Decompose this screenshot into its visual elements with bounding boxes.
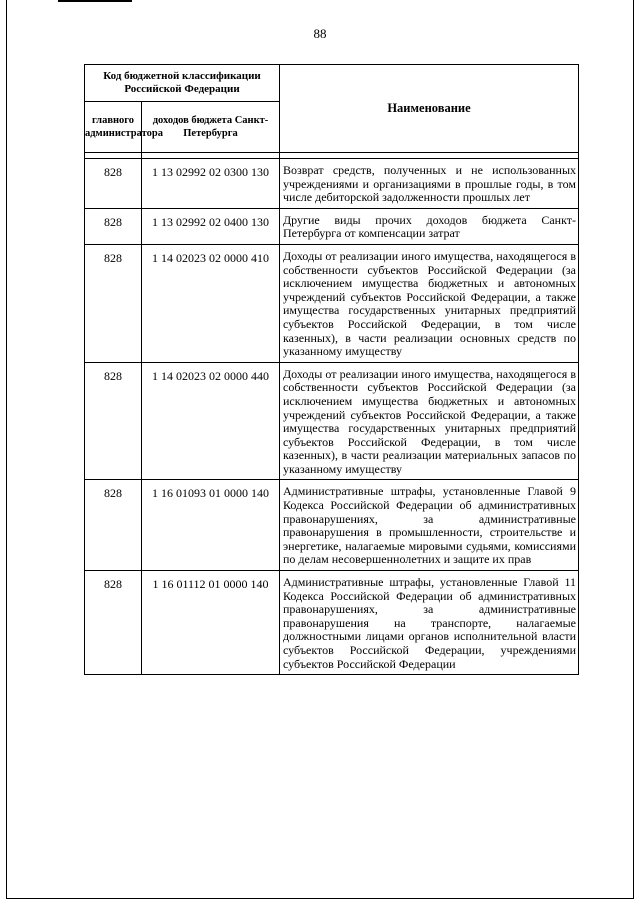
admin-code-cell: 828 — [85, 362, 142, 480]
table-row — [85, 159, 579, 209]
table-row — [85, 480, 579, 571]
name-cell: Доходы от реализации иного имущества, находящегося в собственности субъектов Российской Федерации (за исключением имущества бюджетных и автономных учреждений субъектов Российской Федерации, а также имущества государственных унитарных предприятий субъектов Российской Федерации, в том числе казенных), в части реализации основных средств по указанному имуществу — [280, 244, 579, 362]
admin-code-cell: 828 — [85, 571, 142, 675]
income-code-cell: 1 14 02023 02 0000 410 — [142, 244, 280, 362]
table-row — [85, 571, 579, 675]
scan-mark — [58, 0, 132, 2]
name-cell: Возврат средств, полученных и не использованных учреждениями и организациями в прошлые годы, в том числе дебиторской задолженности прошлых лет — [280, 159, 579, 209]
header-income: доходов бюджета Санкт-Петербурга — [142, 102, 280, 153]
admin-code-cell: 828 — [85, 244, 142, 362]
income-code-cell: 1 16 01112 01 0000 140 — [142, 571, 280, 675]
admin-code-cell: 828 — [85, 159, 142, 209]
header-classification-code: Код бюджетной классификации Российской Федерации — [85, 65, 280, 102]
admin-code-cell: 828 — [85, 208, 142, 244]
page-number: 88 — [313, 26, 327, 41]
budget-classification-table — [84, 64, 579, 675]
table-row — [85, 244, 579, 362]
table-row — [85, 208, 579, 244]
admin-code-cell: 828 — [85, 480, 142, 571]
name-cell: Административные штрафы, установленные Главой 11 Кодекса Российской Федерации об административных правонарушениях, за административные правонарушения на транспорте, налагаемые должностными лицами органов исполнительной власти субъектов Российской Федерации, учреждениями субъектов Российской Федерации — [280, 571, 579, 675]
income-code-cell: 1 16 01093 01 0000 140 — [142, 480, 280, 571]
income-code-cell: 1 14 02023 02 0000 440 — [142, 362, 280, 480]
table-row — [85, 362, 579, 480]
income-code-cell: 1 13 02992 02 0300 130 — [142, 159, 280, 209]
header-admin: главного администратора — [85, 102, 142, 153]
name-cell: Доходы от реализации иного имущества, находящегося в собственности субъектов Российской Федерации (за исключением имущества бюджетных и автономных учреждений субъектов Российской Федерации, а также имущества государственных унитарных предприятий субъектов Российской Федерации, в том числе казенных), в части реализации материальных запасов по указанному имуществу — [280, 362, 579, 480]
name-cell: Административные штрафы, установленные Главой 9 Кодекса Российской Федерации об административных правонарушениях, за административные правонарушения в промышленности, строительстве и энергетике, налагаемые мировыми судьями, комиссиями по делам несовершеннолетних и защите их прав — [280, 480, 579, 571]
header-name: Наименование — [280, 65, 579, 153]
name-cell: Другие виды прочих доходов бюджета Санкт-Петербурга от компенсации затрат — [280, 208, 579, 244]
income-code-cell: 1 13 02992 02 0400 130 — [142, 208, 280, 244]
